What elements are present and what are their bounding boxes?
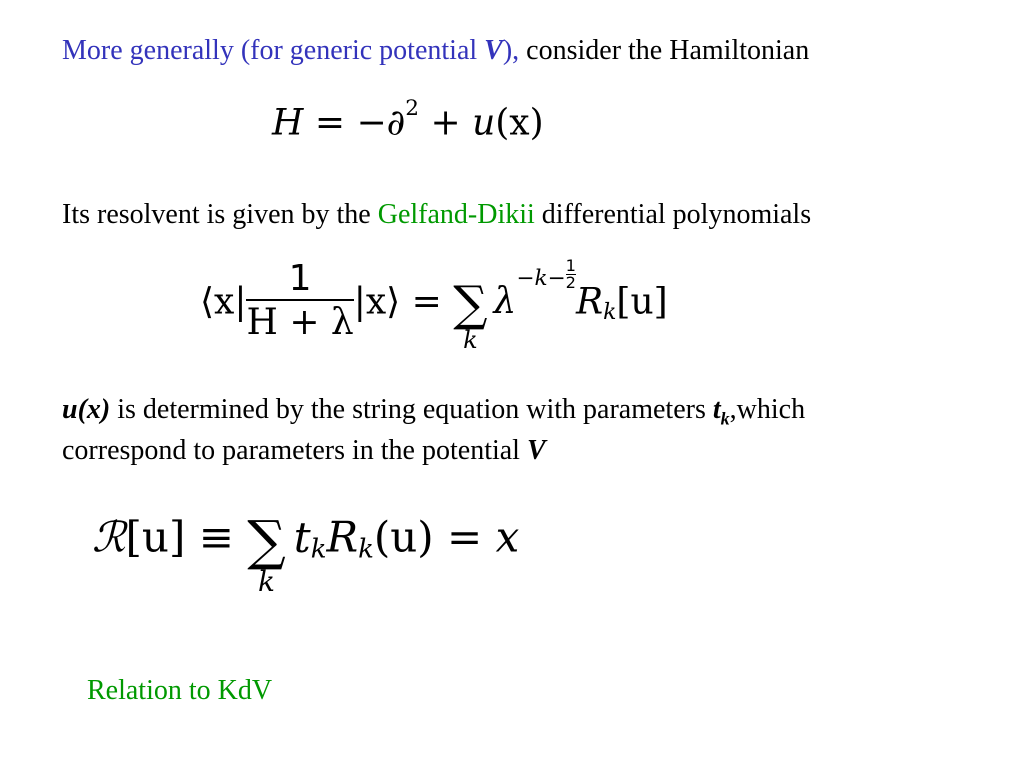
t-sub: k	[720, 408, 730, 429]
potential-symbol: V	[484, 35, 503, 66]
eq2-sum-sub: k	[463, 325, 478, 354]
ux-term: u(x)	[62, 394, 111, 425]
eq3-sum	[247, 509, 286, 598]
eq1-u: u	[472, 102, 496, 144]
string-after: ,which	[729, 394, 806, 425]
eq1-two: 2	[405, 96, 419, 121]
resolvent-rest: differential polynomials	[534, 199, 812, 230]
eq3-sigma: ∑	[247, 509, 286, 572]
eq3-R-sub: k	[358, 534, 374, 565]
resolvent-line	[62, 199, 811, 231]
intro-rest: consider the Hamiltonian	[519, 35, 810, 66]
resolvent-lead: Its resolvent is given by the	[62, 199, 378, 230]
kdv-relation-link[interactable]: Relation to KdV	[87, 675, 273, 706]
eq3-rest: (u) =	[373, 512, 496, 562]
eq1-eq: = −∂	[303, 102, 406, 144]
eq2-sum	[453, 275, 488, 354]
string-line2: correspond to parameters in the potential	[62, 435, 527, 466]
resolvent-equation	[200, 256, 668, 354]
eq3-arg: [u] ≡	[125, 512, 248, 562]
eq1-x: (x)	[495, 102, 544, 144]
eq2-exp: −k−	[516, 265, 566, 291]
string-equation-line-2	[62, 435, 546, 467]
t-term: t	[712, 394, 721, 425]
eq2-half-den: 2	[565, 273, 576, 293]
intro-line	[62, 35, 809, 67]
eq2-arg: [u]	[616, 281, 668, 323]
eq2-fraction	[246, 259, 353, 344]
eq2-R-sub: k	[603, 300, 617, 326]
string-equation-line	[62, 394, 805, 429]
eq2-R: R	[575, 281, 604, 323]
potential-symbol-2: V	[526, 435, 546, 466]
eq2-den: H + λ	[246, 302, 354, 344]
eq3-calR: ℛ	[92, 512, 126, 562]
intro-close: ),	[502, 35, 520, 66]
hamiltonian-equation	[272, 96, 544, 143]
eq2-sigma: ∑	[453, 275, 488, 332]
eq2-num: 1	[246, 259, 353, 301]
gelfand-dikii-term: Gelfand-Dikii	[377, 199, 535, 230]
string-equation	[92, 496, 520, 598]
eq2-bra: ⟨x|	[200, 281, 247, 323]
eq1-H: H	[272, 102, 304, 144]
eq1-plus: +	[419, 102, 473, 144]
eq2-half-num: 1	[565, 256, 576, 275]
string-mid: is determined by the string equation with parameters	[110, 394, 713, 425]
eq2-half	[566, 258, 576, 291]
eq3-x: x	[495, 512, 520, 562]
eq2-ket: |x⟩ =	[353, 281, 454, 323]
eq3-t: t	[293, 512, 311, 562]
eq3-t-sub: k	[310, 534, 327, 565]
intro-lead: More generally (for generic potential	[62, 35, 485, 66]
eq2-lambda: λ	[493, 281, 517, 323]
eq3-sum-sub: k	[258, 565, 275, 598]
eq3-R: R	[326, 512, 359, 562]
